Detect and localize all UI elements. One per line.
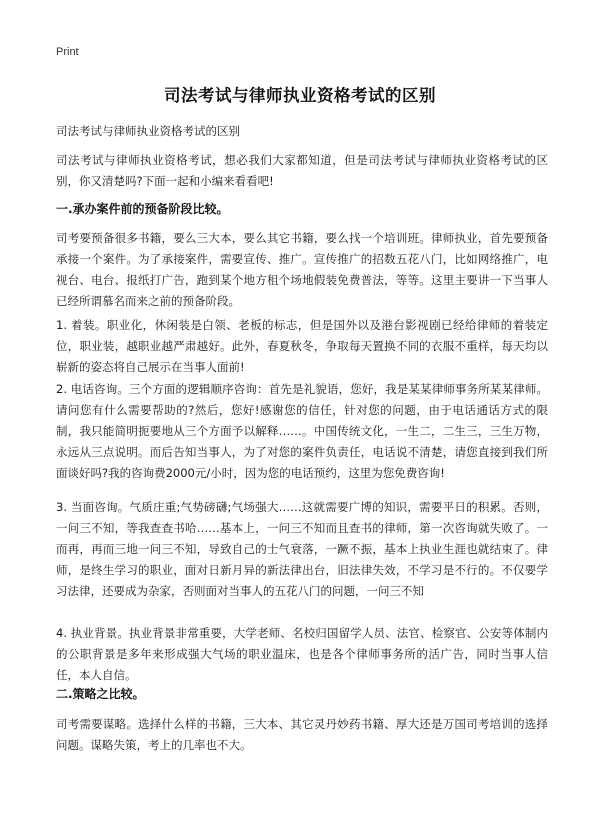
section-1-paragraph: 司考要预备很多书籍，要么三大本，要么其它书籍，要么找一个培训班。律师执业，首先要预备承接一个案件。为了承接案件，需要宣传、推广。宣传推广的招数五花八门，比如网络推广，电视台、电台、报纸打广告，跑到某个地方租个场地假装免费普法，等等。这里主要讲一下当事人已经所谓慕名而来之前的预备阶段。 xyxy=(56,231,548,308)
section-heading-1: 一.承办案件前的预备阶段比较。 xyxy=(56,202,229,216)
section-2-paragraph: 司考需要谋略。选择什么样的书籍，三大本、其它灵丹妙药书籍、厚大还是万国司考培训的选择问题。谋略失策，考上的几率也不大。 xyxy=(56,717,548,752)
list-item-phone-consultation: 2. 电话咨询。三个方面的逻辑顺序咨询：首先是礼貌语，您好，我是某某律师事务所某某律师。请问您有什么需要帮助的?然后，您好!感谢您的信任，针对您的问题，由于电话通话方式的限制，我只能简明扼要地从三个方面予以解释……。中国传统文化，一生二，二生三，三生万物，永远从三点说明。而后告知当事人，为了对您的案件负责任，电话说不清楚，请您直接到我们所面谈好吗?我的咨询费2000元/小时，因为您的电话预约，这里为您免费咨询! xyxy=(56,382,548,480)
intro-paragraph: 司法考试与律师执业资格考试，想必我们大家都知道，但是司法考试与律师执业资格考试的区别，你又清楚吗?下面一起和小编来看看吧! xyxy=(56,153,548,188)
list-item-attire: 1. 着装。职业化，休闲装是白领、老板的标志，但是国外以及港台影视剧已经给律师的着装定位，职业装，越职业越严肃越好。此外，春夏秋冬，争取每天置换不同的衣服不重样，每天均以崭新的姿态将自己展示在当事人面前! xyxy=(56,318,548,374)
article-subtitle: 司法考试与律师执业资格考试的区别 xyxy=(56,124,240,138)
list-item-practice-background: 4. 执业背景。执业背景非常重要，大学老师、名校归国留学人员、法官、检察官、公安等体制内的公职背景是多年来形成强大气场的职业温床，也是各个律师事务所的活广告，同时当事人信任，本人自信。 xyxy=(56,626,548,682)
list-item-in-person-consultation: 3. 当面咨询。气质庄重;气势磅礴;气场强大……这就需要广博的知识，需要平日的积累。否则，一问三不知，等我查查书哈……基本上，一问三不知而且查书的律师，第一次咨询就失败了。一而再，再而三地一问三不知，导致自己的士气衰落，一蹶不振，基本上执业生涯也就结束了。律师，是终生学习的职业，面对日新月异的新法律出台，旧法律失效，不学习是不行的。不仅要学习法律，还要成为杂家，否则面对当事人的五花八门的问题，一问三不知 xyxy=(56,500,548,598)
section-heading-2: 二.策略之比较。 xyxy=(56,687,145,701)
print-link[interactable]: Print xyxy=(56,46,79,58)
page-title: 司法考试与律师执业资格考试的区别 xyxy=(164,86,436,105)
